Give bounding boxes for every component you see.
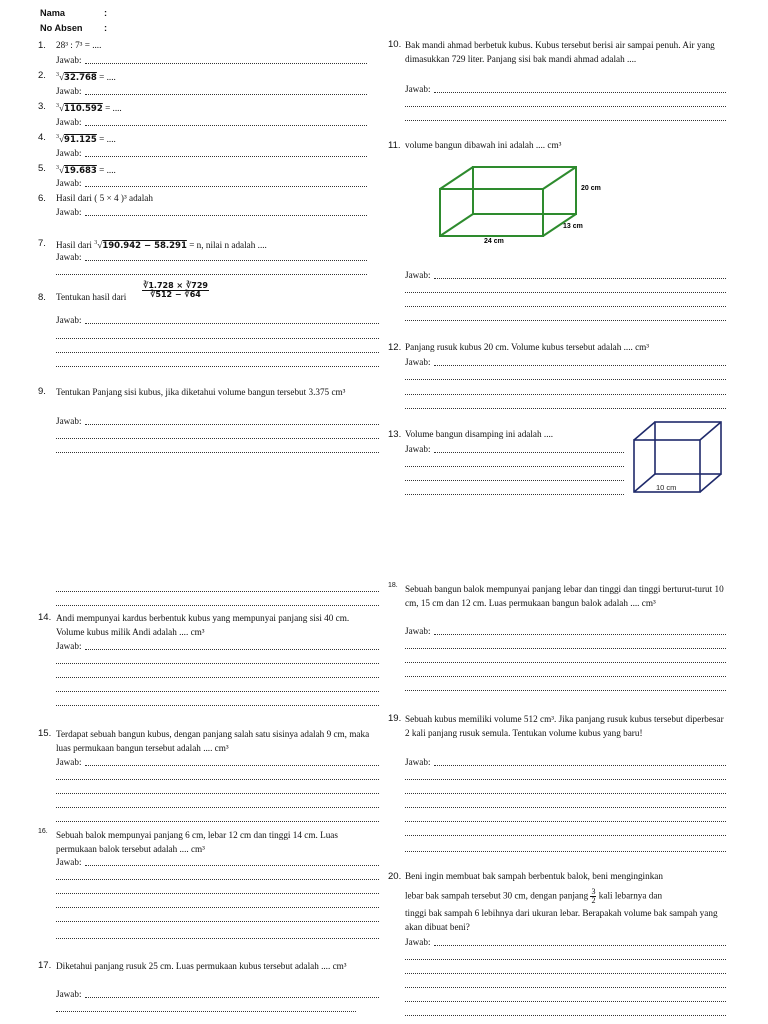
jawab-label: Jawab: bbox=[56, 641, 82, 651]
question-number: 2. bbox=[38, 70, 46, 81]
answer-line[interactable] bbox=[56, 907, 379, 908]
answer-line[interactable] bbox=[405, 120, 726, 121]
answer-line[interactable] bbox=[85, 997, 379, 998]
answer-line[interactable] bbox=[405, 494, 624, 495]
answer-line[interactable] bbox=[434, 365, 726, 366]
jawab-label: Jawab: bbox=[56, 117, 82, 127]
answer-line[interactable] bbox=[405, 379, 726, 380]
radicand: 110.592 bbox=[64, 104, 103, 115]
depth-label: 13 cm bbox=[563, 223, 583, 230]
answer-line[interactable] bbox=[405, 394, 726, 395]
answer-line[interactable] bbox=[405, 480, 624, 481]
question-lead: lebar bak sampah tersebut 30 cm, dengan panjang bbox=[405, 890, 591, 901]
answer-line[interactable] bbox=[405, 408, 726, 409]
answer-line[interactable] bbox=[56, 591, 379, 592]
answer-line[interactable] bbox=[405, 807, 726, 808]
jawab-label: Jawab: bbox=[56, 416, 82, 426]
fraction-numerator: ∛1.728 × ∛729 bbox=[143, 281, 208, 290]
answer-line[interactable] bbox=[56, 921, 379, 922]
answer-line[interactable] bbox=[405, 779, 726, 780]
answer-line[interactable] bbox=[405, 851, 726, 852]
jawab-label: Jawab: bbox=[405, 937, 431, 947]
question-number: 7. bbox=[38, 238, 46, 249]
answer-line[interactable] bbox=[56, 338, 379, 339]
jawab-label: Jawab: bbox=[56, 757, 82, 767]
jawab-label: Jawab: bbox=[56, 207, 82, 217]
radicand: 32.768 bbox=[64, 73, 97, 84]
question-text: Sebuah balok mempunyai panjang 6 cm, lebar 12 cm dan tinggi 14 cm. Luas permukaan balok tersebut adalah .... cm³ bbox=[56, 830, 338, 854]
answer-line[interactable] bbox=[405, 676, 726, 677]
answer-line[interactable] bbox=[405, 1015, 726, 1016]
no-absen-colon: : bbox=[104, 23, 108, 33]
answer-line[interactable] bbox=[405, 106, 726, 107]
question-text: volume bangun dibawah ini adalah .... cm³ bbox=[405, 140, 562, 150]
nama-label: Nama bbox=[40, 8, 66, 18]
question-line-1: Beni ingin membuat bak sampah berbentuk balok, beni menginginkan bbox=[405, 871, 663, 881]
question-tail: = .... bbox=[102, 103, 122, 114]
height-label: 20 cm bbox=[581, 185, 601, 192]
answer-line[interactable] bbox=[56, 677, 379, 678]
question-number: 8. bbox=[38, 292, 46, 303]
answer-line[interactable] bbox=[85, 125, 367, 126]
jawab-label: Jawab: bbox=[405, 757, 431, 767]
answer-line[interactable] bbox=[405, 466, 624, 467]
radicand: 190.942 − 58.291 bbox=[102, 241, 187, 252]
answer-line[interactable] bbox=[56, 779, 379, 780]
answer-line[interactable] bbox=[56, 438, 379, 439]
jawab-label: Jawab: bbox=[405, 444, 431, 454]
question-text: $^3$√110.592 = .... bbox=[56, 103, 122, 115]
cuboid-edges bbox=[440, 167, 576, 236]
question-number: 1. bbox=[38, 40, 46, 51]
side-label: 10 cm bbox=[656, 483, 677, 492]
answer-line[interactable] bbox=[85, 63, 367, 64]
answer-line[interactable] bbox=[56, 879, 379, 880]
answer-line[interactable] bbox=[85, 186, 367, 187]
answer-line[interactable] bbox=[405, 821, 726, 822]
question-text: Panjang rusuk kubus 20 cm. Volume kubus tersebut adalah .... cm³ bbox=[405, 342, 650, 352]
question-text: Andi mempunyai kardus berbentuk kubus yang mempunyai panjang sisi 40 cm. Volume kubus milik Andi adalah .... cm³ bbox=[56, 613, 350, 637]
answer-line[interactable] bbox=[85, 765, 379, 766]
question-text: Sebuah kubus memiliki volume 512 cm³. Jika panjang rusuk kubus tersebut diperbesar 2 kali panjang rusuk semula. Tentukan volume kubus yang baru! bbox=[405, 714, 724, 738]
answer-line[interactable] bbox=[405, 987, 726, 988]
question-text: Tentukan Panjang sisi kubus, jika diketahui volume bangun tersebut 3.375 cm³ bbox=[56, 387, 346, 397]
jawab-label: Jawab: bbox=[405, 357, 431, 367]
answer-line[interactable] bbox=[85, 156, 367, 157]
jawab-label: Jawab: bbox=[56, 55, 82, 65]
answer-line[interactable] bbox=[434, 452, 624, 453]
question-number: 17. bbox=[38, 960, 52, 971]
jawab-label: Jawab: bbox=[56, 86, 82, 96]
answer-line[interactable] bbox=[434, 92, 726, 93]
answer-line[interactable] bbox=[405, 1001, 726, 1002]
question-tail: = n, nilai n adalah .... bbox=[186, 240, 267, 251]
question-tail: kali lebarnya dan bbox=[596, 890, 663, 901]
question-number: 15. bbox=[38, 728, 52, 739]
question-text: $^3$√19.683 = .... bbox=[56, 165, 116, 177]
question-number: 19. bbox=[388, 713, 402, 724]
question-text: $^3$√32.768 = .... bbox=[56, 72, 116, 84]
jawab-label: Jawab: bbox=[56, 252, 82, 262]
question-number: 10. bbox=[388, 39, 402, 50]
question-number: 18. bbox=[388, 582, 398, 589]
jawab-label: Jawab: bbox=[405, 626, 431, 636]
answer-line[interactable] bbox=[56, 938, 379, 939]
cuboid-figure bbox=[435, 162, 620, 247]
answer-line[interactable] bbox=[85, 649, 379, 650]
question-tail: = .... bbox=[96, 72, 116, 83]
question-number: 4. bbox=[38, 132, 46, 143]
answer-line[interactable] bbox=[56, 452, 379, 453]
jawab-label: Jawab: bbox=[56, 315, 82, 325]
jawab-label: Jawab: bbox=[56, 148, 82, 158]
question-lead: Hasil dari bbox=[56, 240, 95, 251]
answer-line[interactable] bbox=[434, 278, 726, 279]
nama-colon: : bbox=[104, 8, 108, 18]
fraction-numerator: 3 bbox=[591, 887, 596, 896]
answer-line[interactable] bbox=[56, 274, 367, 275]
answer-line[interactable] bbox=[405, 973, 726, 974]
no-absen-label: No Absen bbox=[40, 23, 83, 33]
answer-line[interactable] bbox=[56, 793, 379, 794]
question-tail: = .... bbox=[96, 134, 116, 145]
answer-line[interactable] bbox=[56, 663, 379, 664]
cube-edges bbox=[634, 422, 721, 492]
answer-line[interactable] bbox=[405, 793, 726, 794]
question-text: $^3$√91.125 = .... bbox=[56, 134, 116, 146]
radicand: 19.683 bbox=[64, 166, 97, 177]
answer-line[interactable] bbox=[434, 765, 726, 766]
jawab-label: Jawab: bbox=[56, 178, 82, 188]
question-number: 11. bbox=[388, 140, 401, 151]
fraction-denominator: 2 bbox=[591, 896, 596, 905]
answer-line[interactable] bbox=[85, 260, 367, 261]
answer-line[interactable] bbox=[434, 634, 726, 635]
answer-line[interactable] bbox=[405, 959, 726, 960]
question-number: 3. bbox=[38, 101, 46, 112]
question-line-3: tinggi bak sampah 6 lebihnya dari ukuran lebar. Berapakah volume bak sampah yang akan dibuat beni? bbox=[405, 908, 718, 932]
question-text: 28³ : 7³ = .... bbox=[56, 40, 102, 50]
answer-line[interactable] bbox=[85, 865, 379, 866]
question-number: 6. bbox=[38, 193, 46, 204]
question-number: 5. bbox=[38, 163, 46, 174]
cube-figure bbox=[630, 418, 725, 496]
fraction-denominator: ∛512 − ∛64 bbox=[150, 290, 201, 299]
question-number: 9. bbox=[38, 386, 46, 397]
answer-line[interactable] bbox=[56, 352, 379, 353]
answer-line[interactable] bbox=[405, 292, 726, 293]
question-text: Hasil dari ( 5 × 4 )³ adalah bbox=[56, 193, 153, 203]
answer-line[interactable] bbox=[85, 424, 379, 425]
answer-line[interactable] bbox=[56, 605, 379, 606]
question-number: 12. bbox=[388, 342, 402, 353]
question-lead: Tentukan hasil dari bbox=[56, 292, 127, 302]
answer-line[interactable] bbox=[56, 807, 379, 808]
answer-line[interactable] bbox=[434, 945, 726, 946]
jawab-label: Jawab: bbox=[56, 989, 82, 999]
question-number: 14. bbox=[38, 612, 52, 623]
question-number: 20. bbox=[388, 871, 402, 882]
question-text: Bak mandi ahmad berbetuk kubus. Kubus tersebut berisi air sampai penuh. Air yang dimasukkan 729 liter. Panjang sisi bak mandi ahmad adalah .... bbox=[405, 40, 715, 64]
jawab-label: Jawab: bbox=[56, 857, 82, 867]
question-number: 16. bbox=[38, 828, 48, 835]
answer-line[interactable] bbox=[405, 306, 726, 307]
radicand: 91.125 bbox=[64, 135, 97, 146]
answer-line[interactable] bbox=[405, 648, 726, 649]
jawab-label: Jawab: bbox=[405, 84, 431, 94]
question-fraction bbox=[142, 282, 209, 299]
jawab-label: Jawab: bbox=[405, 270, 431, 280]
answer-line[interactable] bbox=[405, 690, 726, 691]
answer-line[interactable] bbox=[405, 835, 726, 836]
answer-line[interactable] bbox=[85, 215, 367, 216]
question-tail: = .... bbox=[96, 165, 116, 176]
answer-line[interactable] bbox=[56, 821, 379, 822]
length-label: 24 cm bbox=[484, 238, 504, 245]
answer-line[interactable] bbox=[85, 323, 379, 324]
answer-line[interactable] bbox=[56, 366, 379, 367]
question-number: 13. bbox=[388, 429, 402, 440]
question-text: Terdapat sebuah bangun kubus, dengan panjang salah satu sisinya adalah 9 cm, maka luas permukaan bangun tersebut adalah .... cm³ bbox=[56, 729, 370, 753]
question-text: Diketahui panjang rusuk 25 cm. Luas permukaan kubus tersebut adalah .... cm³ bbox=[56, 961, 347, 971]
answer-line[interactable] bbox=[405, 662, 726, 663]
answer-line[interactable] bbox=[56, 691, 379, 692]
answer-line[interactable] bbox=[405, 320, 726, 321]
question-text: Volume bangun disamping ini adalah .... bbox=[405, 429, 554, 439]
question-text: Sebuah bangun balok mempunyai panjang lebar dan tinggi dan tinggi berturut-turut 10 cm, 15 cm dan 12 cm. Luas permukaan bangun balok adalah .... cm³ bbox=[405, 584, 724, 608]
answer-line[interactable] bbox=[85, 94, 367, 95]
question-text: Hasil dari $^3$√190.942 − 58.291 = n, nilai n adalah .... bbox=[56, 240, 267, 252]
question-line-2 bbox=[405, 888, 662, 905]
answer-line[interactable] bbox=[56, 705, 379, 706]
answer-line[interactable] bbox=[56, 893, 379, 894]
answer-line[interactable] bbox=[56, 1011, 356, 1012]
